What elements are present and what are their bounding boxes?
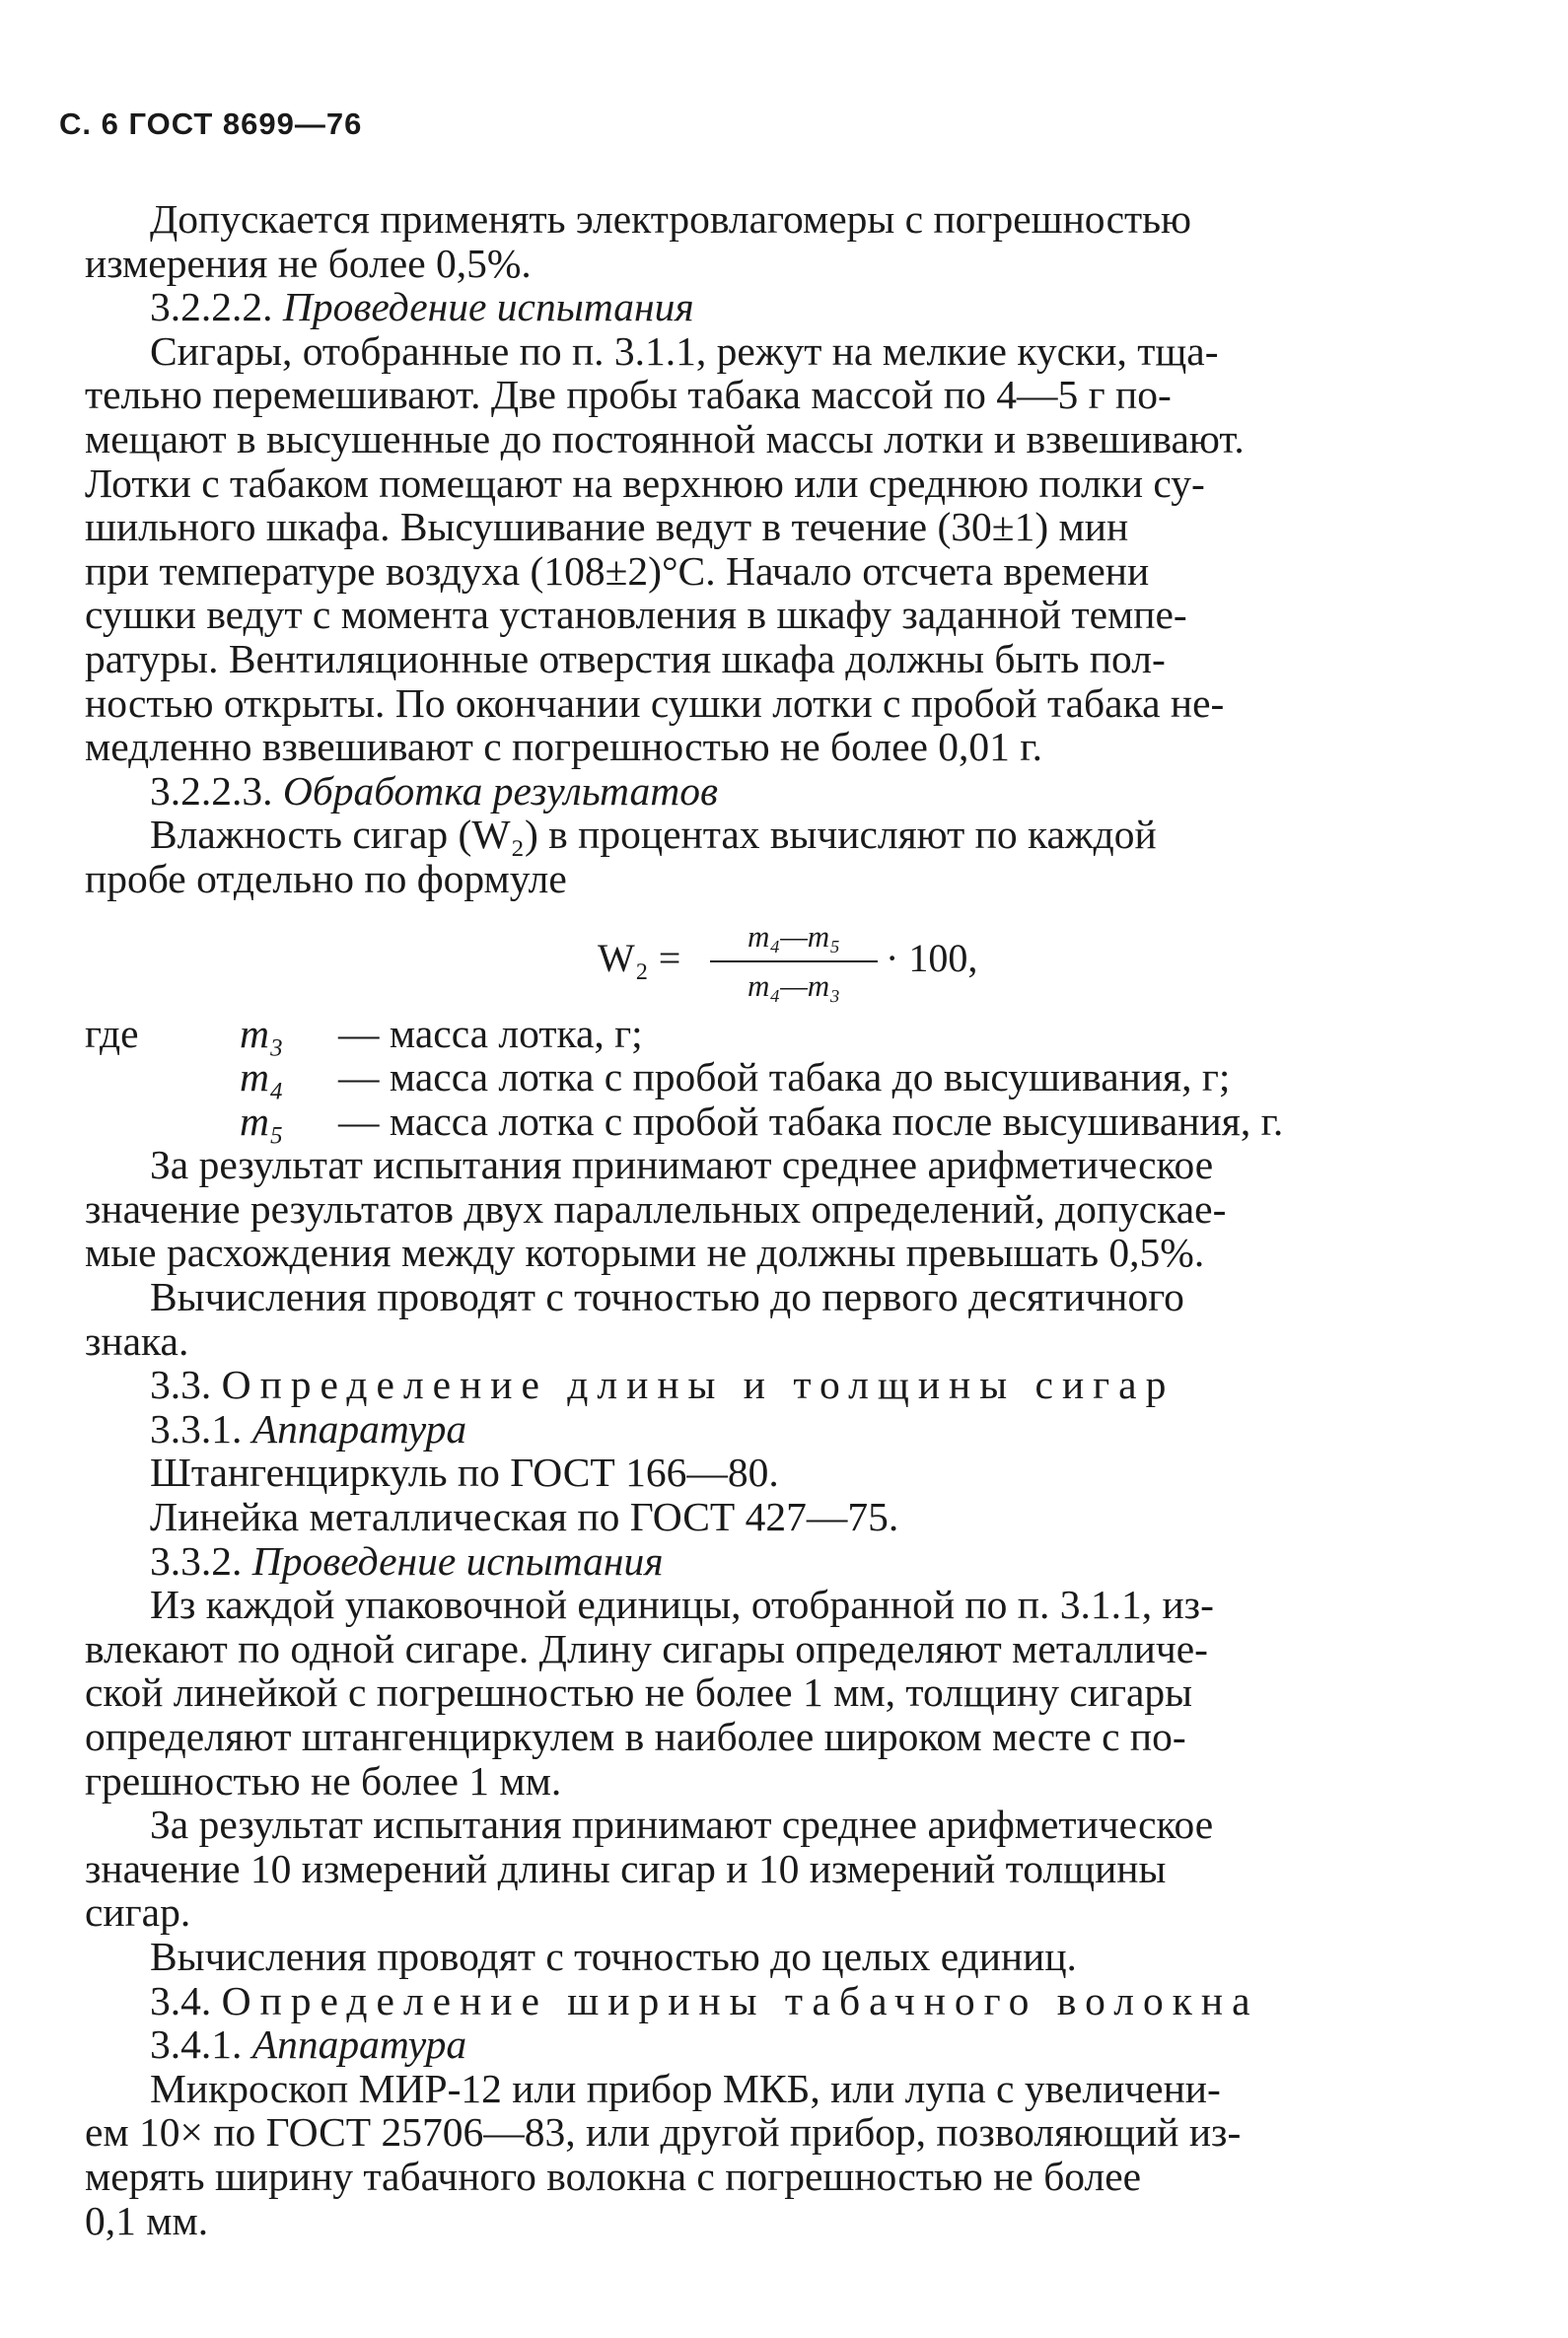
text-line: Вычисления проводят с точностью до целых единиц. <box>150 1933 1077 1979</box>
text-line: Вычисления проводят с точностью до первого десятичного <box>150 1274 1184 1320</box>
text-line: мые расхождения между которыми не должны превышать 0,5%. <box>85 1230 1205 1276</box>
text-line: пробе отдельно по формуле <box>85 855 567 901</box>
text-line: За результат испытания принимают среднее арифметическое <box>150 1142 1214 1188</box>
text-line: Микроскоп МИР-12 или прибор МКБ, или лупа с увеличени- <box>150 2065 1221 2111</box>
text-line: значение 10 измерений длины сигар и 10 измерений толщины <box>85 1845 1167 1891</box>
text-line: ратуры. Вентиляционные отверстия шкафа должны быть пол- <box>85 635 1166 681</box>
text-line: ской линейкой с погрешностью не более 1 мм, толщину сигары <box>85 1669 1193 1716</box>
section-heading-3-3: 3.3. Определение длины и толщины сигар <box>150 1362 1176 1408</box>
variable-definition: где m₃ — масса лотка, г; <box>85 1010 643 1056</box>
section-heading-3-3-2: 3.3.2. Проведение испытания <box>150 1537 664 1584</box>
formula-denominator: m₄—m₃ <box>748 968 840 1004</box>
text-line: мерять ширину табачного волокна с погрешностью не более <box>85 2153 1142 2199</box>
text-line: Из каждой упаковочной единицы, отобранной по п. 3.1.1, из- <box>150 1582 1214 1628</box>
variable-definition: m₅ — масса лотка с пробой табака после высушивания, г. <box>240 1098 1284 1144</box>
text-line: 0,1 мм. <box>85 2197 209 2243</box>
text-line: тельно перемешивают. Две пробы табака массой по 4—5 г по- <box>85 372 1172 418</box>
text-line: ностью открыты. По окончании сушки лотки с пробой табака не- <box>85 679 1225 726</box>
section-heading-3-2-2-2: 3.2.2.2. Проведение испытания <box>150 284 694 330</box>
text-line: Линейка металлическая по ГОСТ 427—75. <box>150 1494 899 1540</box>
text-line: мещают в высушенные до постоянной массы лотки и взвешивают. <box>85 415 1245 461</box>
formula-fraction <box>710 915 878 1009</box>
formula <box>85 915 1465 1004</box>
text-line: сигар. <box>85 1889 191 1936</box>
text-line: при температуре воздуха (108±2)°С. Начало отсчета времени <box>85 547 1150 594</box>
text-line: шильного шкафа. Высушивание ведут в течение (30±1) мин <box>85 504 1129 550</box>
formula-lhs: W₂ = <box>598 935 681 980</box>
section-heading-3-4: 3.4. Определение ширины табачного волокна <box>150 1977 1259 2023</box>
text-line: определяют штангенциркулем в наиболее широком месте с по- <box>85 1714 1186 1759</box>
text-line: грешностью не более 1 мм. <box>85 1757 562 1804</box>
text-line: сушки ведут с момента установления в шкафу заданной темпе- <box>85 592 1187 638</box>
text-line: влекают по одной сигаре. Длину сигары определяют металличе- <box>85 1625 1209 1671</box>
text-line: знака. <box>85 1317 189 1364</box>
text-line: значение результатов двух параллельных определений, допускае- <box>85 1185 1227 1232</box>
page-header: С. 6 ГОСТ 8699—76 <box>59 106 363 141</box>
text-line: Влажность сигар (W₂) в процентах вычисляют по каждой <box>150 812 1157 858</box>
text-line: Сигары, отобранные по п. 3.1.1, режут на мелкие куски, тща- <box>150 327 1219 374</box>
text-line: Лотки с табаком помещают на верхнюю или среднюю полки су- <box>85 460 1205 506</box>
text-line: измерения не более 0,5%. <box>85 240 532 286</box>
variable-definition: m₄ — масса лотка с пробой табака до высушивания, г; <box>240 1054 1231 1100</box>
document-body <box>85 197 1465 2242</box>
section-heading-3-2-2-3: 3.2.2.3. Обработка результатов <box>150 767 718 814</box>
formula-numerator: m₄—m₅ <box>710 915 878 963</box>
text-line: ем 10× по ГОСТ 25706—83, или другой прибор, позволяющий из- <box>85 2109 1242 2156</box>
formula-rhs: · 100, <box>886 935 978 980</box>
section-heading-3-4-1: 3.4.1. Аппаратура <box>150 2021 467 2068</box>
text-line: За результат испытания принимают среднее арифметическое <box>150 1802 1214 1848</box>
text-line: Допускается применять электровлагомеры с погрешностью <box>150 196 1192 242</box>
section-heading-3-3-1: 3.3.1. Аппаратура <box>150 1405 467 1452</box>
text-line: медленно взвешивают с погрешностью не более 0,01 г. <box>85 724 1042 770</box>
text-line: Штангенциркуль по ГОСТ 166—80. <box>150 1450 779 1496</box>
